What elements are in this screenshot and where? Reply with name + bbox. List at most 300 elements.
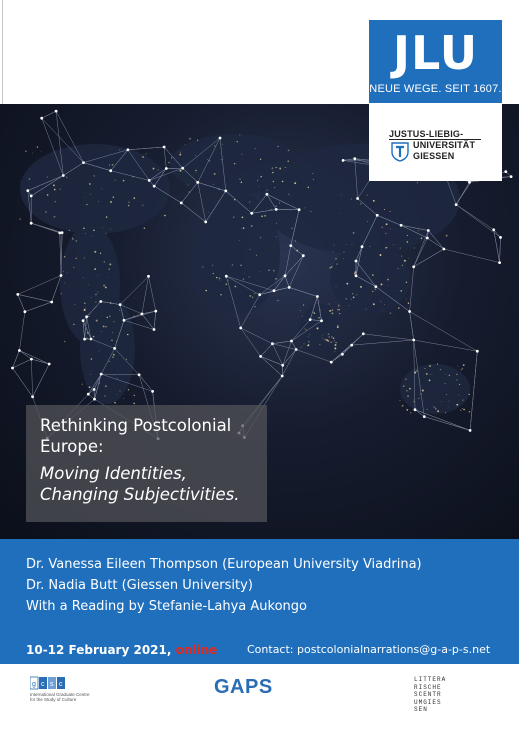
city-light (418, 398, 419, 399)
city-light (260, 237, 262, 239)
city-light (103, 325, 105, 327)
city-light (448, 406, 449, 407)
event-date-text: 10-12 February 2021, (26, 643, 172, 657)
city-light (425, 368, 426, 369)
network-link (181, 182, 198, 203)
city-light (64, 283, 65, 284)
city-light (312, 173, 313, 174)
lit-line4: UMGIES (414, 698, 442, 706)
city-light (429, 365, 431, 367)
city-light (233, 216, 235, 218)
city-light (343, 251, 344, 252)
network-node (93, 388, 96, 391)
city-light (218, 200, 219, 201)
city-light (427, 409, 428, 410)
city-light (84, 303, 86, 305)
network-node (342, 159, 345, 162)
city-light (94, 251, 96, 253)
city-light (116, 341, 117, 342)
network-node (40, 117, 43, 120)
network-link (19, 312, 25, 351)
network-node (60, 274, 63, 277)
city-light (109, 165, 110, 166)
city-light (85, 308, 86, 309)
city-light (406, 282, 407, 283)
network-link (18, 294, 52, 302)
network-node (204, 221, 207, 224)
network-link (410, 267, 414, 312)
university-name-line2: UNIVERSITÄT (413, 140, 476, 150)
city-light (334, 244, 335, 245)
network-node (455, 203, 458, 206)
city-light (96, 320, 98, 322)
network-node (138, 373, 141, 376)
network-node (153, 185, 156, 188)
lit-line1: LITTERA (414, 676, 447, 683)
city-light (456, 379, 457, 380)
city-light (25, 150, 27, 152)
city-light (153, 168, 155, 170)
city-light (373, 303, 375, 305)
city-light (105, 286, 107, 288)
city-light (101, 331, 102, 332)
city-light (179, 154, 181, 156)
city-light (440, 369, 441, 370)
city-light (308, 187, 309, 188)
network-node (476, 350, 479, 353)
city-light (294, 182, 296, 184)
city-light (83, 228, 85, 230)
city-light (337, 309, 338, 310)
ggk-caption (30, 692, 90, 702)
city-light (114, 180, 115, 181)
city-light (385, 233, 386, 234)
network-link (42, 111, 56, 118)
city-light (469, 411, 471, 413)
network-link (33, 364, 50, 397)
network-node (30, 195, 33, 198)
network-link (60, 233, 61, 276)
network-link (500, 237, 501, 262)
literature-centre-text (414, 676, 454, 714)
network-node (163, 146, 166, 149)
city-light (264, 215, 266, 217)
city-light (220, 294, 221, 295)
network-link (470, 351, 477, 430)
city-light (90, 194, 91, 195)
city-light (213, 184, 214, 185)
city-light (97, 275, 98, 276)
city-light (380, 301, 381, 302)
online-label: online (175, 643, 218, 657)
city-light (456, 404, 457, 405)
city-light (399, 400, 400, 401)
city-light (91, 297, 92, 298)
city-light (95, 294, 97, 296)
city-light (463, 409, 465, 411)
event-date (26, 643, 217, 657)
city-light (352, 244, 353, 245)
network-node (250, 212, 253, 215)
city-light (353, 232, 355, 234)
network-link (352, 340, 414, 345)
city-light (110, 229, 111, 230)
city-light (346, 283, 348, 285)
city-light (449, 375, 451, 377)
city-light (338, 306, 339, 307)
contact-email[interactable]: Contact: postcolonialnarrations@g-a-p-s.net (247, 643, 491, 656)
city-light (74, 304, 75, 305)
city-light (142, 156, 144, 158)
network-node (353, 157, 356, 160)
network-link (285, 276, 289, 288)
network-node (316, 295, 319, 298)
city-light (277, 300, 278, 301)
network-node (99, 300, 102, 303)
city-light (445, 412, 446, 413)
city-light (86, 337, 87, 338)
city-light (232, 264, 233, 265)
city-light (303, 304, 304, 305)
city-light (45, 211, 47, 213)
city-light (109, 315, 111, 317)
network-node (356, 197, 359, 200)
city-light (29, 178, 31, 180)
city-light (239, 240, 240, 241)
network-node (26, 189, 29, 192)
city-light (435, 408, 437, 410)
city-light (317, 327, 319, 329)
city-light (94, 175, 95, 176)
network-link (25, 302, 52, 312)
city-light (400, 290, 402, 292)
city-light (248, 276, 250, 278)
network-node (284, 274, 287, 277)
city-light (336, 286, 337, 287)
city-light (345, 298, 347, 300)
city-light (113, 196, 115, 198)
city-light (67, 272, 68, 273)
network-node (31, 395, 34, 398)
city-light (244, 273, 245, 274)
lit-line2: RISCHE (414, 683, 442, 691)
network-node (153, 328, 156, 331)
city-light (291, 227, 293, 229)
network-node (427, 229, 430, 232)
city-light (279, 168, 281, 170)
network-node (281, 375, 284, 378)
network-link (149, 276, 156, 311)
city-light (458, 366, 459, 367)
city-light (446, 235, 448, 237)
city-light (387, 277, 388, 278)
city-light (305, 329, 306, 330)
network-link (272, 344, 296, 350)
city-light (409, 388, 411, 390)
city-light (367, 221, 368, 222)
city-light (402, 265, 403, 266)
city-light (449, 401, 450, 402)
network-node (225, 275, 228, 278)
city-light (386, 247, 388, 249)
city-light (249, 202, 250, 203)
city-light (113, 354, 115, 356)
city-light (106, 317, 108, 319)
network-node (400, 224, 403, 227)
info-band (0, 539, 519, 664)
city-light (225, 283, 227, 285)
network-node (408, 310, 411, 313)
city-light (330, 342, 331, 343)
city-light (98, 201, 99, 202)
city-light (102, 189, 103, 190)
city-light (374, 288, 376, 290)
network-node (361, 245, 364, 248)
network-node (123, 319, 126, 322)
literature-centre-logo (414, 676, 454, 722)
city-light (117, 345, 118, 346)
city-light (94, 268, 96, 270)
city-light (119, 149, 120, 150)
city-light (237, 141, 238, 142)
network-link (282, 350, 296, 377)
city-light (324, 339, 326, 341)
city-light (54, 189, 56, 191)
city-light (112, 164, 114, 166)
city-light (407, 241, 408, 242)
city-light (434, 407, 436, 409)
city-light (106, 233, 107, 234)
network-node (423, 415, 426, 418)
network-node (16, 293, 19, 296)
city-light (468, 394, 469, 395)
network-node (141, 313, 144, 316)
city-light (21, 181, 22, 182)
city-light (205, 290, 207, 292)
city-light (128, 389, 130, 391)
city-light (304, 328, 305, 329)
svg-text:g: g (32, 681, 36, 688)
city-light (82, 384, 83, 385)
city-light (332, 251, 333, 252)
network-link (13, 368, 33, 397)
city-light (437, 364, 438, 365)
city-light (91, 236, 92, 237)
network-node (258, 293, 261, 296)
city-light (243, 278, 245, 280)
city-light (309, 334, 310, 335)
gaps-logo: GAPS (214, 676, 273, 698)
city-light (234, 163, 235, 164)
lit-line5: SEN (414, 706, 428, 713)
city-light (64, 256, 66, 258)
city-light (390, 211, 391, 212)
network-node (83, 338, 86, 341)
city-light (240, 264, 242, 266)
city-light (337, 325, 338, 326)
city-light (239, 134, 240, 135)
city-light (90, 374, 91, 375)
network-node (11, 367, 14, 370)
city-light (47, 194, 49, 196)
city-light (275, 205, 277, 207)
city-light (406, 299, 407, 300)
city-light (114, 375, 115, 376)
city-light (381, 226, 383, 228)
title-line2: Europe: (40, 437, 104, 456)
city-light (261, 215, 263, 217)
network-node (154, 310, 157, 313)
city-light (338, 305, 340, 307)
city-light (158, 170, 159, 171)
city-light (384, 209, 385, 210)
network-node (498, 261, 501, 264)
city-light (109, 263, 111, 265)
city-light (329, 303, 330, 304)
city-light (73, 267, 74, 268)
ggk-squares-icon (30, 676, 66, 690)
city-light (255, 148, 256, 149)
city-light (313, 312, 314, 313)
city-light (64, 341, 66, 343)
city-light (381, 283, 383, 285)
network-node (109, 169, 112, 172)
city-light (351, 198, 352, 199)
city-light (456, 374, 457, 375)
network-node (374, 285, 377, 288)
city-light (112, 356, 114, 358)
network-node (82, 319, 85, 322)
city-light (288, 150, 290, 152)
network-link (456, 205, 500, 238)
city-light (123, 180, 125, 182)
network-link (19, 351, 31, 360)
network-node (87, 393, 90, 396)
city-light (380, 254, 382, 256)
city-light (332, 309, 333, 310)
network-link (18, 276, 61, 295)
city-light (310, 211, 311, 212)
network-link (289, 256, 303, 288)
city-light (119, 390, 120, 391)
city-light (462, 408, 463, 409)
city-light (288, 194, 289, 195)
city-light (414, 247, 415, 248)
network-node (330, 361, 333, 364)
city-light (390, 228, 391, 229)
network-node (61, 231, 64, 234)
network-node (273, 289, 276, 292)
network-link (261, 356, 283, 365)
network-link (285, 256, 303, 276)
network-node (492, 228, 495, 231)
city-light (373, 200, 375, 202)
city-light (402, 405, 404, 407)
network-node (468, 181, 471, 184)
network-node (290, 340, 293, 343)
city-light (445, 374, 446, 375)
city-light (421, 238, 423, 240)
city-light (462, 368, 463, 369)
city-light (102, 227, 103, 228)
city-light (195, 170, 196, 171)
city-light (84, 309, 86, 311)
network-link (272, 344, 282, 366)
city-light (437, 410, 439, 412)
city-light (416, 370, 418, 372)
network-node (30, 358, 33, 361)
city-light (275, 278, 277, 280)
city-light (318, 317, 319, 318)
network-link (291, 246, 304, 256)
network-node (93, 398, 96, 401)
network-node (90, 338, 93, 341)
network-node (510, 175, 513, 178)
network-link (164, 147, 166, 169)
city-light (417, 182, 418, 183)
city-light (462, 400, 463, 401)
network-node (302, 254, 305, 257)
city-light (388, 285, 389, 286)
network-link (154, 311, 156, 329)
network-node (376, 214, 379, 217)
city-light (353, 297, 355, 299)
city-light (219, 280, 220, 281)
city-light (99, 350, 100, 351)
university-wordmark (389, 129, 485, 167)
city-light (405, 379, 406, 380)
city-light (187, 184, 188, 185)
partner-logos (0, 664, 519, 731)
city-light (272, 172, 274, 174)
city-light (372, 274, 374, 276)
city-light (180, 152, 181, 153)
city-light (328, 333, 330, 335)
city-light (446, 394, 447, 395)
network-node (148, 179, 151, 182)
city-light (66, 177, 67, 178)
city-light (180, 170, 182, 172)
city-light (273, 270, 275, 272)
network-node (113, 347, 116, 350)
city-light (339, 313, 340, 314)
city-light (84, 197, 85, 198)
network-node (219, 137, 222, 140)
network-node (295, 348, 298, 351)
network-link (52, 276, 61, 303)
network-link (285, 246, 291, 276)
city-light (404, 260, 406, 262)
city-light (188, 185, 189, 186)
city-light (433, 406, 434, 407)
city-light (460, 410, 461, 411)
city-light (271, 167, 273, 169)
network-node (266, 193, 269, 196)
network-node (127, 148, 130, 151)
city-light (239, 178, 240, 179)
network-node (239, 327, 242, 330)
ggk-caption-line1: International Graduate Centre (30, 692, 90, 697)
city-light (88, 316, 89, 317)
lit-line3: SCENTR (414, 691, 442, 698)
city-light (300, 346, 301, 347)
network-link (241, 328, 261, 356)
city-light (219, 278, 221, 280)
city-light (445, 383, 446, 384)
city-light (413, 400, 414, 401)
city-light (274, 187, 275, 188)
city-light (237, 287, 238, 288)
